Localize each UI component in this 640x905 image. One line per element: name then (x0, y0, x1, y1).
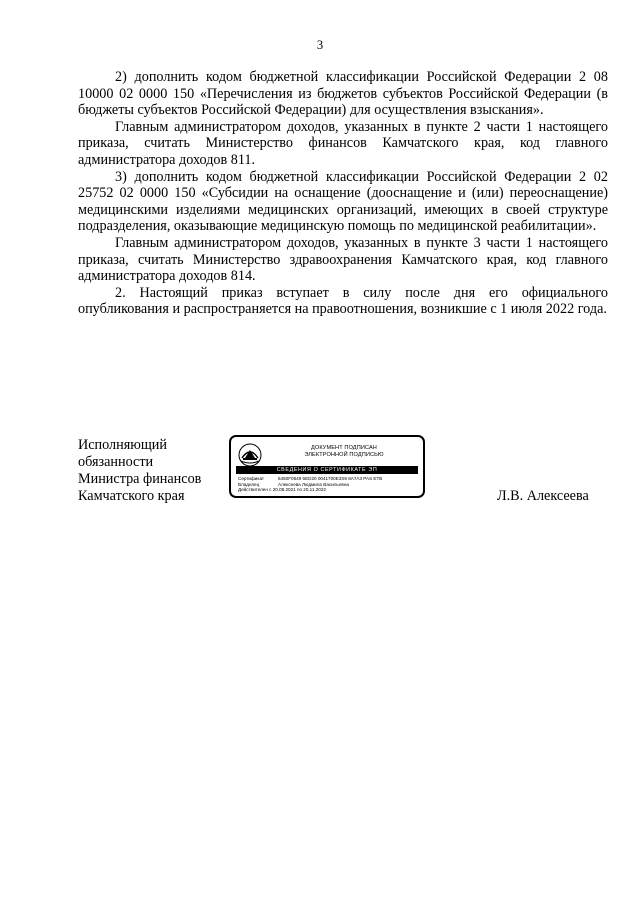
paragraph: Главным администратором доходов, указанных в пункте 2 части 1 настоящего приказа, считать Министерство финансов Камчатского края, код главного администратора доходов 811. (78, 118, 608, 168)
document-body (78, 69, 608, 318)
signatory-position (78, 437, 228, 505)
page-number: 3 (316, 38, 324, 52)
certificate-label: Сертификат (238, 476, 265, 481)
certificate-value: 6450F0649 6ED20 0041700E3S9 6A7A3 PAS ETB (278, 476, 383, 481)
stamp-certificate-header: СВЕДЕНИЯ О СЕРТИФИКАТЕ ЭП (236, 466, 418, 474)
validity-period: Действителен с 20.08.2021 по 20.11.2022 (238, 487, 326, 493)
position-line: Министра финансов (78, 471, 202, 487)
owner-label: Владелец (238, 481, 260, 487)
paragraph: Главным администратором доходов, указанных в пункте 3 части 1 настоящего приказа, считать Министерство здравоохранения Камчатского края, код главного администратора доходов 814. (78, 234, 608, 285)
stamp-title: ДОКУМЕНТ ПОДПИСАН ЭЛЕКТРОННОЙ ПОДПИСЬЮ (304, 445, 384, 458)
signatory-name: Л.В. Алексеева (497, 488, 589, 504)
position-line: обязанности (78, 454, 154, 470)
electronic-signature-stamp (229, 435, 425, 498)
paragraph: 2. Настоящий приказ вступает в силу после дня его официального опубликования и распространяется на правоотношения, возникшие с 1 июля 2022 года. (78, 284, 608, 318)
owner-value: Алексеева Людмила Васильевна (278, 481, 349, 487)
paragraph: 3) дополнить кодом бюджетной классификации Российской Федерации 2 02 25752 02 0000 150 «Субсидии на оснащение (дооснащение и (или) переоснащение) медицинскими изделиями медицинских организаций, имеющих в своей структуре подразделения, оказывающие медицинскую помощь по медицинской реабилитации». (78, 168, 608, 235)
position-line: Исполняющий (78, 437, 167, 453)
coat-of-arms-icon (237, 442, 263, 468)
paragraph: 2) дополнить кодом бюджетной классификации Российской Федерации 2 08 10000 02 0000 150 «Перечисления из бюджетов субъектов Российской Федерации (в бюджеты субъектов Российской Федерации) для осуществления взыскания». (78, 69, 608, 119)
position-line: Камчатского края (78, 488, 185, 504)
stamp-details (238, 476, 422, 493)
